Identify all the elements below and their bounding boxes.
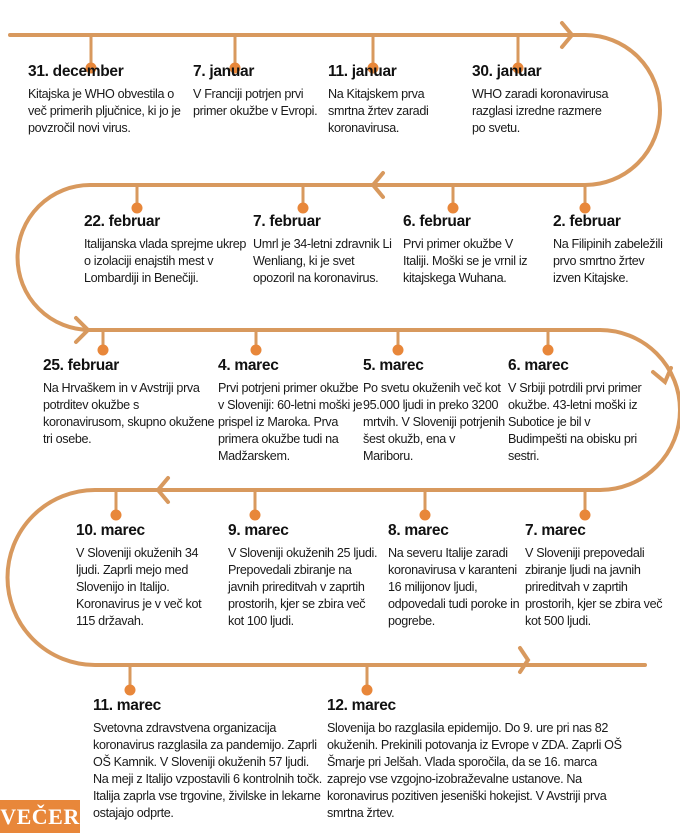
event-date: 7. marec bbox=[525, 522, 586, 539]
event-dot bbox=[111, 510, 122, 521]
event-date: 30. januar bbox=[472, 63, 542, 80]
event-date: 31. december bbox=[28, 63, 124, 80]
event-description: Umrl je 34-letni zdravnik Li Wenliang, ki je svet opozoril na koronavirus. bbox=[253, 237, 392, 285]
arrow-6 bbox=[520, 648, 528, 672]
event-description: Na severu Italije zaradi koronavirusa v karanteni 16 milijonov ljudi, odpovedali tudi poroke in pogrebe. bbox=[388, 546, 520, 628]
event-dot bbox=[543, 345, 554, 356]
event-dot bbox=[251, 345, 262, 356]
event-date: 9. marec bbox=[228, 522, 289, 539]
event-description: Na Kitajskem prva smrtna žrtev zaradi koronavirusa. bbox=[328, 87, 429, 135]
event-date: 8. marec bbox=[388, 522, 449, 539]
event-dot bbox=[448, 203, 459, 214]
timeline-event bbox=[403, 213, 538, 287]
event-date: 22. februar bbox=[84, 213, 160, 230]
event-description: V Sloveniji okuženih 25 ljudi. Prepovedali zbiranje na javnih prireditvah v zaprtih prostorih, kjer se zbira več kot 100 ljudi. bbox=[228, 546, 378, 628]
event-dot bbox=[420, 510, 431, 521]
timeline-event bbox=[193, 63, 323, 120]
timeline-event bbox=[253, 213, 393, 287]
event-date: 6. marec bbox=[508, 357, 569, 374]
timeline-event bbox=[43, 357, 218, 448]
event-dot bbox=[580, 510, 591, 521]
event-date: 25. februar bbox=[43, 357, 119, 374]
event-dot bbox=[298, 203, 309, 214]
event-date: 4. marec bbox=[218, 357, 279, 374]
timeline-event bbox=[388, 522, 528, 630]
event-description: Kitajska je WHO obvestila o več primerih pljučnice, ki jo je povzročil novi virus. bbox=[28, 87, 181, 135]
event-description: Prvi primer okužbe V Italiji. Moški se je vrnil iz kitajskega Wuhana. bbox=[403, 237, 528, 285]
event-description: V Sloveniji okuženih 34 ljudi. Zaprli mejo med Slovenijo in Italijo. Koronavirus je v več kot 115 državah. bbox=[76, 546, 202, 628]
event-description: Italijanska vlada sprejme ukrep o izolaciji enajstih mest v Lombardiji in Benečiji. bbox=[84, 237, 247, 285]
vecer-logo: VEČER bbox=[0, 800, 80, 833]
timeline-event bbox=[327, 697, 637, 822]
event-description: Svetovna zdravstvena organizacija koronavirus razglasila za pandemijo. Zaprli OŠ Kamnik. V Sloveniji okuženih 57 ljudi. Na meji z Italijo vzpostavili 6 kontrolnih točk. Italija zaprla vse trgovine, živilske in lekarne ostajajo odprte. bbox=[93, 721, 322, 820]
event-date: 10. marec bbox=[76, 522, 145, 539]
event-date: 11. marec bbox=[93, 697, 161, 714]
event-dot bbox=[125, 685, 136, 696]
timeline-event bbox=[76, 522, 211, 630]
timeline-event bbox=[93, 697, 323, 822]
event-description: Na Hrvaškem in v Avstriji prva potrditev okužbe s koronavirusom, skupno okužene tri osebe. bbox=[43, 381, 215, 446]
event-date: 12. marec bbox=[327, 697, 396, 714]
event-dot bbox=[250, 510, 261, 521]
event-date: 7. februar bbox=[253, 213, 321, 230]
event-dot bbox=[362, 685, 373, 696]
timeline-event bbox=[228, 522, 383, 630]
arrow-4 bbox=[653, 368, 671, 382]
event-description: Prvi potrjeni primer okužbe v Sloveniji: 60-letni moški je prispel iz Maroka. Prva primera okužbe tudi na Madžarskem. bbox=[218, 381, 363, 463]
timeline-event bbox=[525, 522, 675, 630]
event-dot bbox=[393, 345, 404, 356]
timeline-event bbox=[508, 357, 643, 465]
timeline-event bbox=[328, 63, 448, 137]
timeline-event bbox=[218, 357, 363, 465]
event-dot bbox=[580, 203, 591, 214]
event-description: WHO zaradi koronavirusa razglasi izredne razmere po svetu. bbox=[472, 87, 609, 135]
event-date: 5. marec bbox=[363, 357, 424, 374]
event-description: Na Filipinih zabeležili prvo smrtno žrtev izven Kitajske. bbox=[553, 237, 663, 285]
timeline-event bbox=[84, 213, 249, 287]
event-description: V Franciji potrjen prvi primer okužbe v Evropi. bbox=[193, 87, 318, 118]
timeline-event bbox=[472, 63, 612, 137]
event-description: Po svetu okuženih več kot 95.000 ljudi in preko 3200 mrtvih. V Sloveniji potrjenih šest okužb, ena v Mariboru. bbox=[363, 381, 505, 463]
event-description: V Sloveniji prepovedali zbiranje ljudi na javnih prireditvah v zaprtih prostorih, kjer se zbira več kot 500 ljudi. bbox=[525, 546, 663, 628]
timeline-event bbox=[28, 63, 188, 137]
event-description: Slovenija bo razglasila epidemijo. Do 9. ure pri nas 82 okuženih. Prekinili potovanja iz Evrope v ZDA. Zaprli OŠ Šmarje pri Jelšah. Vlada sporočila, da se 16. marca zaprejo vse vzgojno-izobraževalne ustanove. Na koronavirus pozitiven jeseniški hokejist. V Avstriji prva smrtna žrtev. bbox=[327, 721, 622, 820]
event-dot bbox=[98, 345, 109, 356]
event-date: 2. februar bbox=[553, 213, 621, 230]
event-date: 6. februar bbox=[403, 213, 471, 230]
event-description: V Srbiji potrdili prvi primer okužbe. 43-letni moški iz Subotice je bil v Budimpešti na obisku pri sestri. bbox=[508, 381, 642, 463]
timeline-event bbox=[363, 357, 508, 465]
event-date: 7. januar bbox=[193, 63, 255, 80]
event-dot bbox=[132, 203, 143, 214]
timeline-event bbox=[553, 213, 673, 287]
event-date: 11. januar bbox=[328, 63, 397, 80]
